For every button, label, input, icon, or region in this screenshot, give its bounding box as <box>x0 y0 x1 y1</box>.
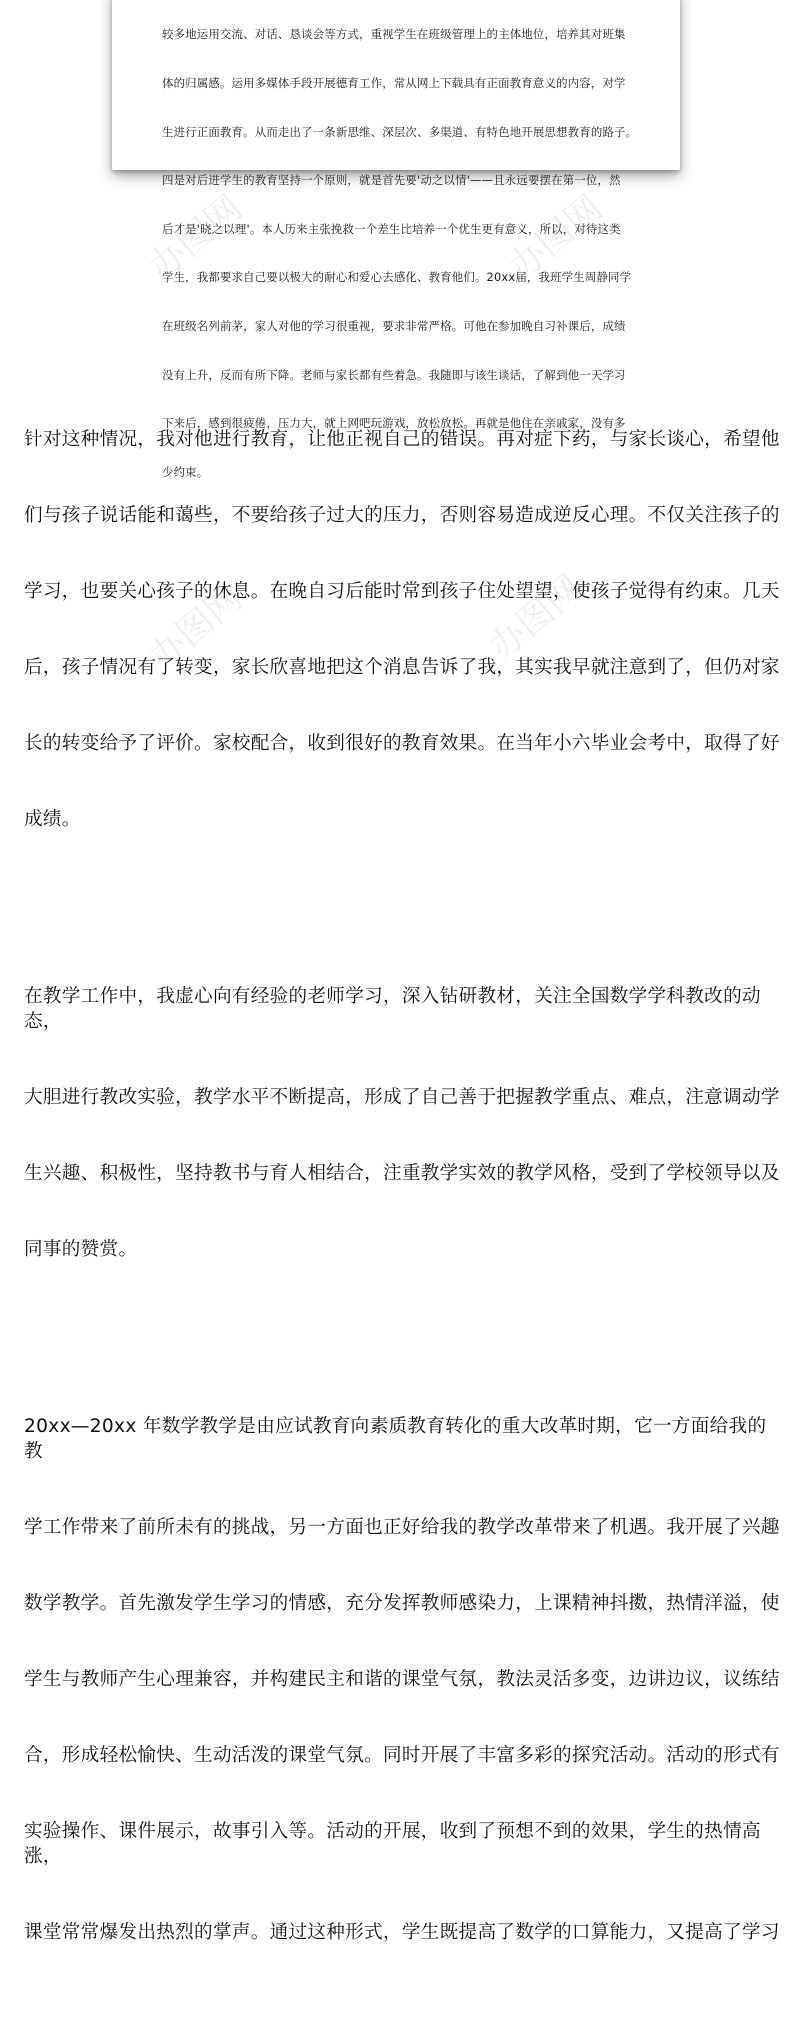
body-line: 大胆进行教改实验，教学水平不断提高，形成了自己善于把握教学重点、难点，注意调动学 <box>24 1086 780 1108</box>
body-line: 20xx—20xx 年数学教学是由应试教育向素质教育转化的重大改革时期，它一方面给我的教 <box>24 1415 767 1463</box>
watermark: 办图网 <box>501 187 611 289</box>
preview-line: 后才是'晓之以理'。本人历来主张挽救一个差生比培养一个优生更有意义，所以，对待这类 <box>162 221 621 236</box>
watermark: 办图网 <box>141 187 251 289</box>
body-line: 学习，也要关心孩子的休息。在晚自习后能时常到孩子住处望望，使孩子觉得有约束。几天 <box>24 580 780 602</box>
preview-line: 四是对后进学生的教育坚持一个原则，就是首先要'动之以情'——且永远要摆在第一位，然 <box>162 173 621 188</box>
body-line: 生兴趣、积极性，坚持教书与育人相结合，注重教学实效的教学风格，受到了学校领导以及 <box>24 1162 780 1184</box>
preview-line: 学生，我都要求自己要以极大的耐心和爱心去感化、教育他们。20xx届，我班学生周静同学 <box>162 270 632 285</box>
preview-line: 生进行正面教育。从而走出了一条新思维、深层次、多渠道、有特色地开展思想教育的路子。 <box>162 124 638 139</box>
body-line: 数学教学。首先激发学生学习的情感，充分发挥教师感染力，上课精神抖擞，热情洋溢，使 <box>24 1592 780 1614</box>
watermark: 办图网 <box>481 567 591 669</box>
paragraph <box>24 933 784 1312</box>
body-line: 们与孩子说话能和蔼些，不要给孩子过大的压力，否则容易造成逆反心理。不仅关注孩子的 <box>24 505 780 527</box>
preview-line: 体的归属感。运用多媒体手段开展德育工作，常从网上下载具有正面教育意义的内容，对学 <box>162 76 626 91</box>
body-line: 同事的赞赏。 <box>24 1238 138 1260</box>
preview-line: 下来后，感到很疲倦，压力大，就上网吧玩游戏，放松放松。再就是他住在亲戚家，没有多 <box>162 416 626 431</box>
body-line: 实验操作、课件展示，故事引入等。活动的开展，收到了预想不到的效果，学生的热情高涨， <box>24 1820 761 1867</box>
preview-line: 较多地运用交流、对话、恳谈会等方式，重视学生在班级管理上的主体地位，培养其对班集 <box>162 27 626 42</box>
body-line: 合，形成轻松愉快、生动活泼的课堂气氛。同时开展了丰富多彩的探究活动。活动的形式有 <box>24 1744 780 1766</box>
preview-line: 少约束。 <box>162 464 209 479</box>
body-line: 长的转变给予了评价。家校配合，收到很好的教育效果。在当年小六毕业会考中，取得了好 <box>24 732 780 754</box>
preview-line: 没有上升，反而有所下降。老师与家长都有些着急。我随即与该生谈话，了解到他一天学习 <box>162 367 626 382</box>
body-line: 课堂常常爆发出热烈的掌声。通过这种形式，学生既提高了数学的口算能力，又提高了学习 <box>24 1921 780 1943</box>
body-line: 学生与教师产生心理兼容，并构建民主和谐的课堂气氛，教法灵活多变，边讲边议，议练结 <box>24 1668 780 1690</box>
watermark: 办图网 <box>141 577 251 679</box>
body-line: 后，孩子情况有了转变，家长欣喜地把这个消息告诉了我，其实我早就注意到了，但仍对家 <box>24 656 780 678</box>
body-line: 在教学工作中，我虚心向有经验的老师学习，深入钻研教材，关注全国数学学科教改的动态， <box>24 985 761 1033</box>
body-line: 针对这种情况，我对他进行教育，让他正视自己的错误。再对症下药，与家长谈心，希望他 <box>24 429 780 451</box>
document-body <box>24 326 784 2021</box>
preview-line: 在班级名列前茅，家人对他的学习很重视，要求非常严格。可他在参加晚自习补课后，成绩 <box>162 319 626 334</box>
paragraph <box>24 377 784 883</box>
paragraph <box>24 1363 784 1995</box>
body-line: 学工作带来了前所未有的挑战，另一方面也正好给我的教学改革带来了机遇。我开展了兴趣 <box>24 1516 780 1538</box>
body-line: 成绩。 <box>24 808 81 830</box>
